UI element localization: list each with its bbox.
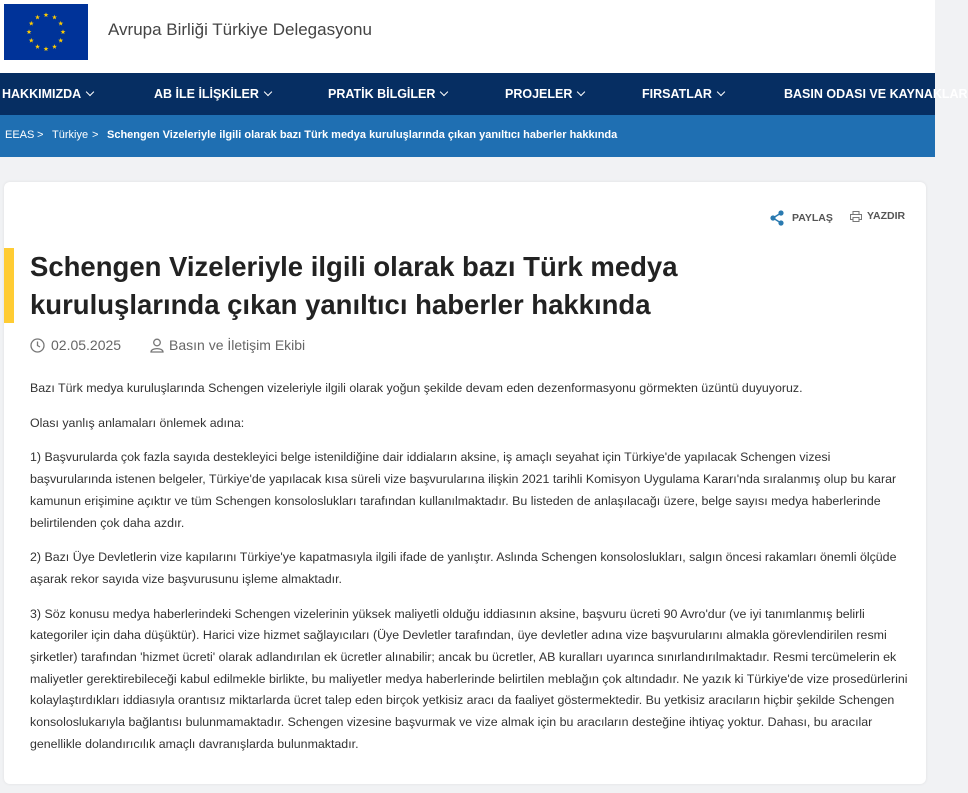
user-icon xyxy=(150,338,164,353)
nav-item-label: BASIN ODASI VE KAYNAKLAR xyxy=(784,87,968,101)
chevron-down-icon xyxy=(440,88,448,96)
chevron-down-icon xyxy=(717,88,725,96)
article-paragraph: Olası yanlış anlamaları önlemek adına: xyxy=(30,415,245,430)
article-paragraph: Bazı Türk medya kuruluşlarında Schengen vizeleriyle ilgili olarak yoğun şekilde devam eden dezenformasyonu görmekten üzüntü duyuyoruz. xyxy=(30,381,803,395)
site-title[interactable]: Avrupa Birliği Türkiye Delegasyonu xyxy=(108,20,372,39)
breadcrumb-separator: > xyxy=(37,129,44,141)
print-button[interactable] xyxy=(850,210,905,222)
print-label: YAZDIR xyxy=(867,210,906,222)
article-date-value: 02.05.2025 xyxy=(51,337,122,353)
eu-flag-logo[interactable] xyxy=(4,4,88,60)
article-author-value: Basın ve İletişim Ekibi xyxy=(169,337,306,353)
nav-item-label: AB İLE İLİŞKİLER xyxy=(154,87,259,101)
article-card xyxy=(4,182,926,784)
article-paragraph: 3) Söz konusu medya haberlerindeki Schengen vizelerinin yüksek maliyetli olduğu iddiasının aksine, başvuru ücreti 90 Avro'dur (ve iyi tanımlanmış belirli kategoriler için daha düşüktür). Harici vize hizmet sağlayıcıları (Üye Devletler tarafından, üye devletler adına vize başvurularını almakla görevlendirilen resmi şirketler) tarafından 'hizmet ücreti' olarak adlandırılan ek ücretler alınabilir; ancak bu ücretler, AB kuralları uyarınca sınırlandırılmaktadır. Resmi tercümelerin ek maliyetler gerektirebileceği kabul edilmekle birlikte, bu maliyetler medya haberlerinde belirtilen meblağın çok altındadır. Ne yazık ki Türkiye'de vize prosedürlerini kolaylaştırdıkları iddiasıyla orantısız miktarlarda ücret talep eden birçok yetkisiz aracı da faaliyet göstermektedir. Bu yetkisiz aracıların hiçbir şekilde Schengen konsoloslukarıyla bağlantısı bulunmamaktadır. Schengen vizesine başvurmak ve vize almak için bu aracıların desteğine ihtiyaç yoktur. Dahası, bu aracılar genellikle dolandırıcılık amaçlı davranışlarda bulunmaktadır. xyxy=(30,606,908,751)
breadcrumb-separator: > xyxy=(92,129,99,141)
nav-item-label: PROJELER xyxy=(505,87,573,101)
nav-item-label: PRATİK BİLGİLER xyxy=(328,87,436,101)
chevron-down-icon xyxy=(577,88,585,96)
main-nav xyxy=(0,73,968,115)
article-paragraph: 1) Başvurularda çok fazla sayıda destekleyici belge istenildiğine dair iddiaların aksine, iş amaçlı seyahat için Türkiye'de yapılacak Schengen vizesi başvurularında istenen belgeler, Türkiye'de yapılacak kısa süreli vize başvurularına ilişkin 2021 tarihli Komisyon Uygulama Kararı'nda sıralanmış olup bu karar kamunun erişimine açıktır ve tüm Schengen konsoloslukları tarafından kullanılmaktadır. Bu listeden de anlaşılacağı üzere, belge sayısı medya haberlerinde belirtilenden çok daha azdır. xyxy=(30,450,897,530)
nav-item-firsatlar[interactable] xyxy=(642,73,724,115)
nav-item-pratik-bilgiler[interactable] xyxy=(328,73,447,115)
article-title: Schengen Vizeleriyle ilgili olarak bazı Türk medya kuruluşlarında çıkan yanıltıcı haberler hakkında xyxy=(30,251,678,320)
article-paragraph: 2) Bazı Üye Devletlerin vize kapılarını Türkiye'ye kapatmasıyla ilgili ifade de yanlıştır. Aslında Schengen konsoloslukları, salgın öncesi rakamları önemli ölçüde aşarak rekor sayıda vize başvurusunu işleme almaktadır. xyxy=(30,550,897,586)
title-accent-bar xyxy=(4,248,14,323)
chevron-down-icon xyxy=(264,88,272,96)
nav-item-label: FIRSATLAR xyxy=(642,87,712,101)
article-body xyxy=(30,378,910,769)
chevron-down-icon xyxy=(86,88,94,96)
nav-item-ab-ile-iliskiler[interactable] xyxy=(154,73,271,115)
nav-item-hakkimizda[interactable] xyxy=(2,73,93,115)
nav-item-label: HAKKIMIZDA xyxy=(2,87,82,101)
share-icon xyxy=(770,210,784,226)
breadcrumb-item-eeas[interactable]: EEAS xyxy=(5,129,35,141)
clock-icon xyxy=(30,338,45,353)
print-icon xyxy=(850,211,862,222)
article-author xyxy=(150,337,305,354)
nav-item-basin-odasi[interactable] xyxy=(784,73,968,115)
breadcrumb xyxy=(0,115,935,157)
article-date xyxy=(30,337,121,354)
breadcrumb-item-turkiye[interactable]: Türkiye xyxy=(52,129,89,141)
site-header xyxy=(0,0,935,73)
share-label: PAYLAŞ xyxy=(792,211,833,224)
share-button[interactable] xyxy=(770,210,833,226)
breadcrumb-item-current: Schengen Vizeleriyle ilgili olarak bazı Türk medya kuruluşlarında çıkan yanıltıcı haberler hakkında xyxy=(107,129,618,141)
nav-item-projeler[interactable] xyxy=(505,73,584,115)
